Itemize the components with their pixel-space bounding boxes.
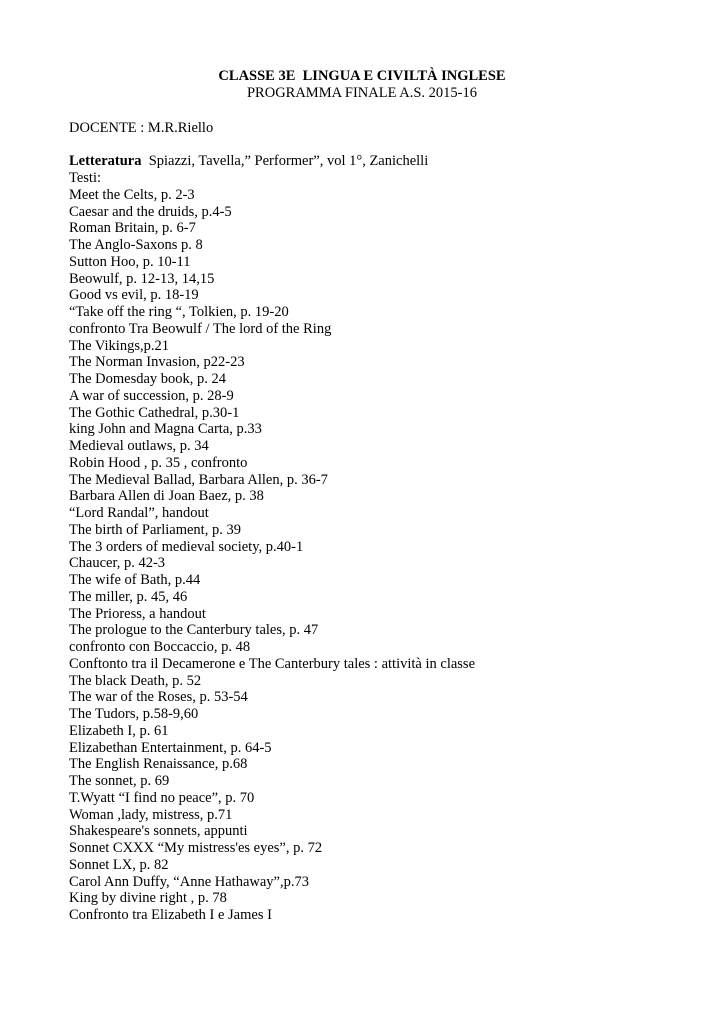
list-item: A war of succession, p. 28-9: [69, 387, 234, 404]
text-list: [69, 170, 475, 924]
document-subtitle: PROGRAMMA FINALE A.S. 2015-16: [246, 85, 478, 101]
list-item: king John and Magna Carta, p.33: [69, 421, 262, 438]
list-item: Confronto tra Elizabeth I e James I: [69, 907, 272, 923]
list-item: The birth of Parliament, p. 39: [69, 521, 241, 538]
list-item: Carol Ann Duffy, “Anne Hathaway”,p.73: [69, 873, 309, 890]
list-item: Sutton Hoo, p. 10-11: [69, 253, 191, 270]
list-item: The war of the Roses, p. 53-54: [69, 689, 248, 706]
list-item: The English Renaissance, p.68: [69, 756, 248, 773]
list-item: Sonnet CXXX “My mistress'es eyes”, p. 72: [69, 840, 323, 856]
list-item: The Medieval Ballad, Barbara Allen, p. 36-7: [69, 471, 328, 488]
list-item: The Prioress, a handout: [69, 605, 206, 622]
list-item: The sonnet, p. 69: [69, 773, 170, 789]
list-item: Medieval outlaws, p. 34: [69, 438, 209, 454]
list-item: The Anglo-Saxons p. 8: [69, 237, 203, 253]
list-item: The Gothic Cathedral, p.30-1: [69, 404, 240, 421]
list-item: Sonnet LX, p. 82: [69, 856, 169, 873]
list-item: confronto con Boccaccio, p. 48: [69, 639, 251, 655]
list-item: The miller, p. 45, 46: [69, 588, 188, 605]
list-item: King by divine right , p. 78: [69, 890, 227, 907]
teacher-line: DOCENTE : M.R.Riello: [69, 120, 214, 136]
list-item: The prologue to the Canterbury tales, p. 47: [69, 622, 319, 639]
list-item: Elizabeth I, p. 61: [69, 722, 169, 739]
literature-label: Letteratura: [69, 153, 142, 169]
list-item: Conftonto tra il Decamerone e The Canterbury tales : attività in classe: [69, 655, 475, 672]
list-item: Roman Britain, p. 6-7: [69, 220, 196, 237]
list-item: confronto Tra Beowulf / The lord of the Ring: [69, 320, 332, 337]
list-item: The Norman Invasion, p22-23: [69, 354, 245, 371]
list-item: “Lord Randal”, handout: [69, 505, 209, 521]
list-item: The Domesday book, p. 24: [69, 371, 227, 387]
list-item: “Take off the ring “, Tolkien, p. 19-20: [69, 304, 289, 320]
list-item: Good vs evil, p. 18-19: [69, 287, 199, 304]
list-item: Chaucer, p. 42-3: [69, 555, 166, 572]
list-item: Woman ,lady, mistress, p.71: [69, 806, 233, 823]
document-header: [0, 68, 724, 102]
list-item: The Tudors, p.58-9,60: [69, 706, 199, 722]
list-item: Shakespeare's sonnets, appunti: [69, 823, 248, 840]
literature-line: [69, 153, 428, 170]
list-item: Testi:: [69, 170, 102, 186]
list-item: T.Wyatt “I find no peace”, p. 70: [69, 789, 255, 806]
literature-text: Spiazzi, Tavella,” Performer”, vol 1°, Zanichelli: [141, 153, 429, 169]
list-item: Caesar and the druids, p.4-5: [69, 203, 232, 220]
list-item: The Vikings,p.21: [69, 337, 169, 354]
list-item: The black Death, p. 52: [69, 672, 202, 689]
list-item: The wife of Bath, p.44: [69, 572, 201, 588]
list-item: The 3 orders of medieval society, p.40-1: [69, 538, 304, 555]
list-item: Meet the Celts, p. 2-3: [69, 186, 195, 203]
list-item: Elizabethan Entertainment, p. 64-5: [69, 739, 272, 756]
list-item: Robin Hood , p. 35 , confronto: [69, 454, 248, 471]
list-item: Beowulf, p. 12-13, 14,15: [69, 270, 215, 287]
document-title: CLASSE 3E LINGUA E CIVILTÀ INGLESE: [218, 68, 506, 84]
list-item: Barbara Allen di Joan Baez, p. 38: [69, 488, 264, 505]
